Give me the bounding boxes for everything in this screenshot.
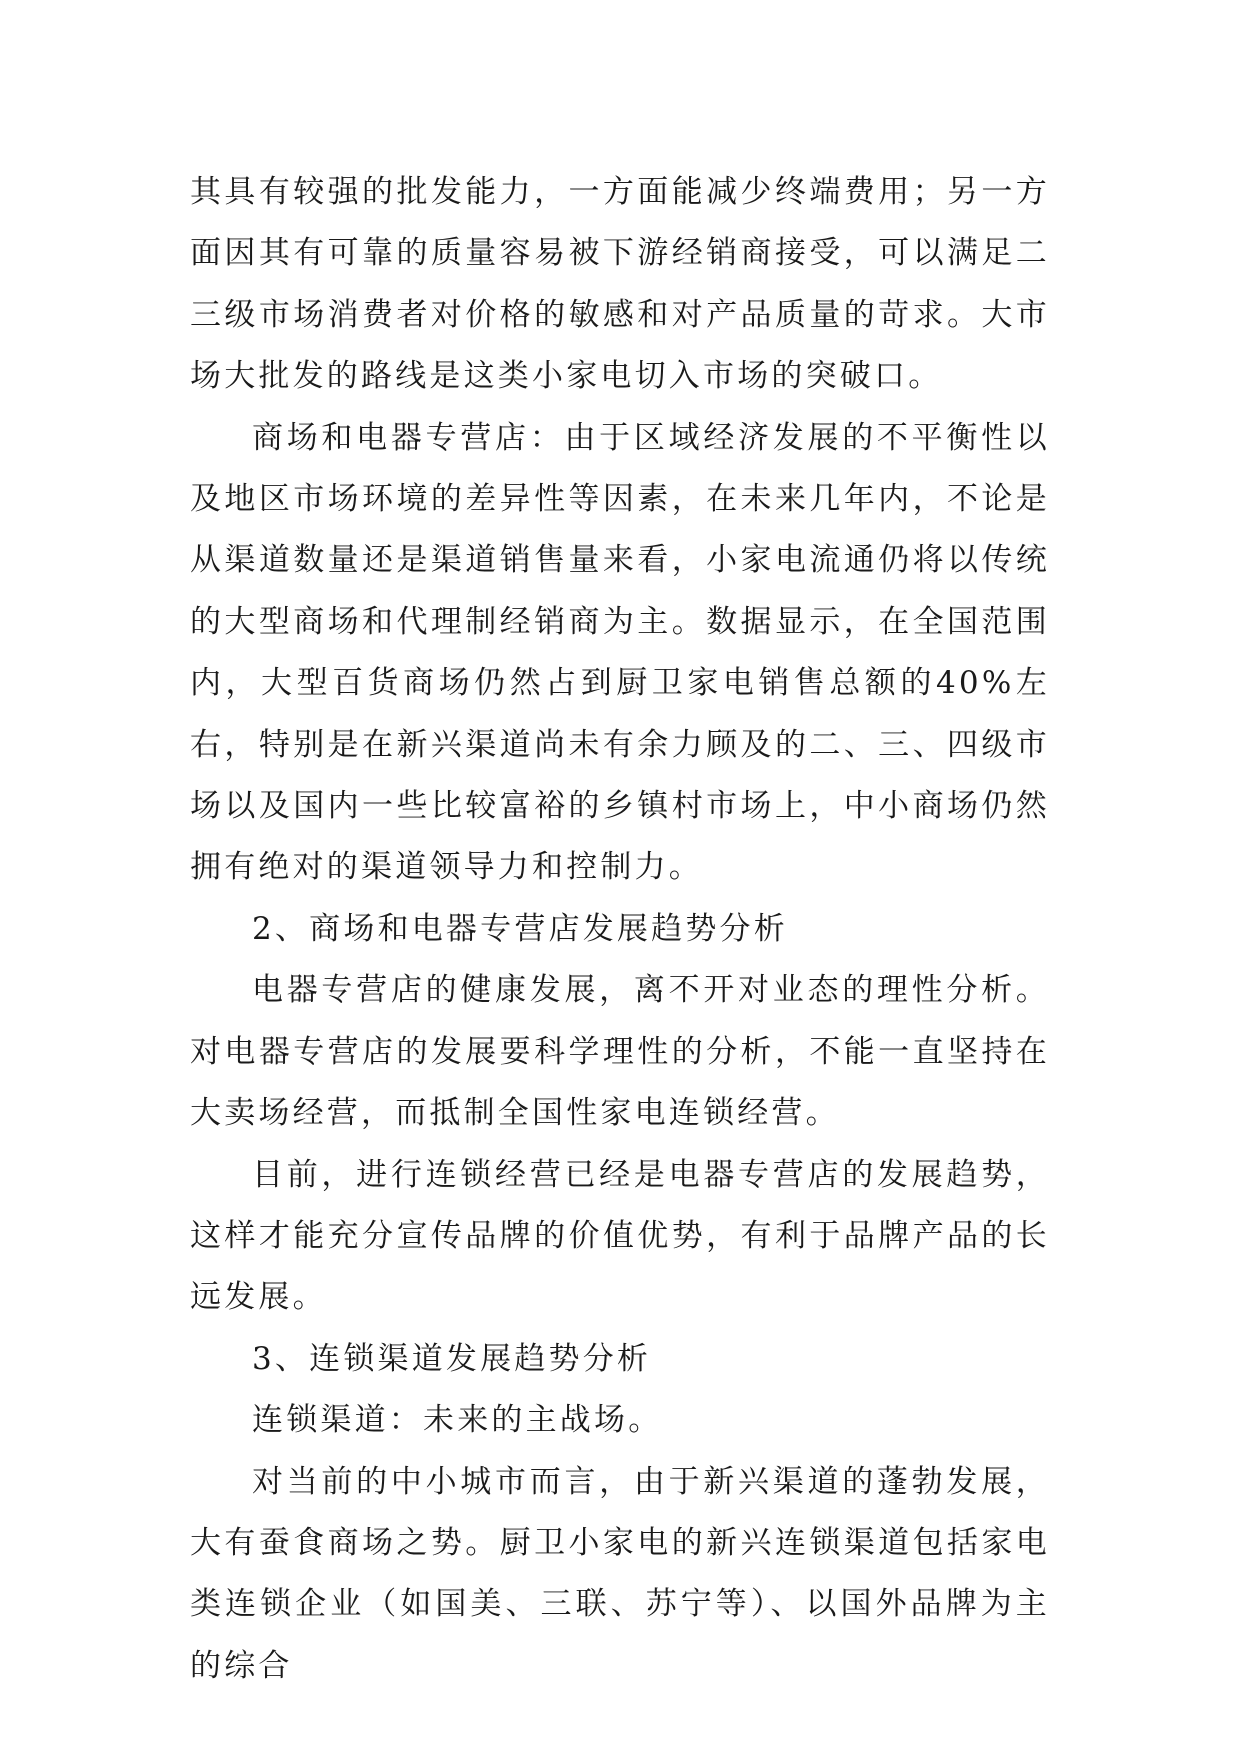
paragraph-specialty-store-analysis: 电器专营店的健康发展，离不开对业态的理性分析。对电器专营店的发展要科学理性的分析，不能一直坚持在大卖场经营，而抵制全国性家电连锁经营。 <box>190 972 1050 1132</box>
paragraph-continuation: 其具有较强的批发能力，一方面能减少终端费用；另一方面因其有可靠的质量容易被下游经销商接受，可以满足二三级市场消费者对价格的敏感和对产品质量的苛求。大市场大批发的路线是这类小家电切入市场的突破口。 <box>190 174 1050 395</box>
paragraph-chain-channel-main-battlefield: 连锁渠道：未来的主战场。 <box>252 1402 663 1439</box>
paragraph-chain-operation-trend: 目前，进行连锁经营已经是电器专营店的发展趋势，这样才能充分宣传品牌的价值优势，有利于品牌产品的长远发展。 <box>190 1156 1050 1316</box>
paragraph-small-medium-cities: 对当前的中小城市而言，由于新兴渠道的蓬勃发展，大有蚕食商场之势。厨卫小家电的新兴连锁渠道包括家电类连锁企业（如国美、三联、苏宁等）、以国外品牌为主的综合 <box>190 1463 1050 1684</box>
section-heading-3: 3、连锁渠道发展趋势分析 <box>252 1340 652 1377</box>
paragraph-mall-and-specialty-stores: 商场和电器专营店：由于区域经济发展的不平衡性以及地区市场环境的差异性等因素，在未来几年内，不论是从渠道数量还是渠道销售量来看，小家电流通仍将以传统的大型商场和代理制经销商为主。数据显示，在全国范围内，大型百货商场仍然占到厨卫家电销售总额的40%左右，特别是在新兴渠道尚未有余力顾及的二、三、四级市场以及国内一些比较富裕的乡镇村市场上，中小商场仍然拥有绝对的渠道领导力和控制力。 <box>190 419 1050 886</box>
section-heading-2: 2、商场和电器专营店发展趋势分析 <box>252 910 788 947</box>
document-body <box>190 162 1050 1697</box>
